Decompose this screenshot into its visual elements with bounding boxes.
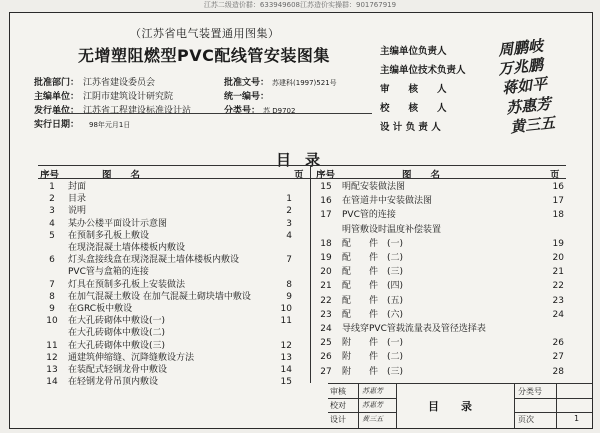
toc-entry-page: 18 — [552, 210, 564, 221]
resp-label-3: 审 核 人 — [380, 84, 447, 95]
toc-entry-name: 配 件 (六) — [342, 309, 404, 320]
toc-entry-name: 在装配式轻钢龙骨中敷设 — [68, 365, 168, 375]
toc-entry-page: 11 — [280, 316, 292, 327]
toc-entry-page: 27 — [552, 352, 564, 363]
toc-entry-name: 在管道井中安装做法图 — [342, 196, 433, 207]
approval-unit: 江苏省建设委员会 — [83, 78, 156, 88]
toc-entry-name: 配 件 (一) — [342, 238, 404, 249]
toc-entry-page: 16 — [552, 182, 564, 192]
toc-entry-page: 19 — [552, 238, 564, 249]
editor-unit-label: 主编单位： — [34, 92, 80, 102]
toc-entry-page: 14 — [280, 365, 292, 375]
responsible-persons — [380, 36, 590, 138]
toc-entry-name: 配 件 (五) — [342, 295, 404, 306]
toc-entry-page: 24 — [552, 309, 564, 320]
toc-entry-page: 21 — [552, 267, 564, 278]
toc-entry-page: 2 — [286, 206, 292, 217]
toc-entry-name: 在大孔砖砌体中敷设(一) — [68, 316, 166, 327]
toc-entry-name: PVC管的连接 — [342, 210, 396, 221]
toc-entry-name: 在大孔砖砌体中敷设(三) — [68, 340, 166, 351]
toc-entry-name: 封面 — [68, 182, 87, 192]
publisher: 江苏省工程建设标准设计站 — [83, 106, 192, 116]
toc-entry-page: 12 — [280, 340, 292, 351]
toc-entry-page: 8 — [286, 279, 292, 290]
toc-entry-name: 在大孔砖砌体中敷设(二) — [68, 328, 166, 339]
toc-entry-number: 12 — [46, 352, 58, 363]
toc-entry-name: 某办公楼平面设计示意图 — [68, 218, 168, 229]
toc-entry-number: 14 — [46, 377, 58, 388]
toc-entry-name: 目录 — [68, 194, 87, 205]
date-label: 实行日期： — [34, 120, 80, 130]
col-no-right: 序号 — [316, 170, 336, 181]
toc-entry-number: 7 — [49, 279, 55, 290]
toc-entry-page: 10 — [280, 304, 292, 314]
toc-entry-number: 4 — [49, 218, 55, 229]
toc-title: 目录 — [276, 151, 335, 169]
approval-unit-label: 批准部门： — [34, 78, 80, 88]
toc-entry-page: 20 — [552, 253, 564, 263]
signature-5: 黄三五 — [509, 113, 556, 137]
toc-entry-name: 在预制多孔板上敷设 — [68, 230, 150, 241]
toc-entry-number: 9 — [49, 304, 55, 314]
unified-no-label: 统一编号： — [224, 92, 270, 102]
toc-entry-page: 9 — [286, 291, 292, 302]
tb-page-value: 1 — [574, 414, 580, 423]
series-title: （江苏省电气装置通用图集） — [130, 27, 280, 40]
signature-2: 万兆鹏 — [497, 55, 544, 79]
signature-4: 苏惠芳 — [505, 94, 552, 118]
toc-entry-number: 6 — [49, 255, 55, 266]
toc-entry-number: 13 — [46, 365, 58, 375]
toc-entry-number: 20 — [320, 267, 332, 278]
toc-entry-page: 7 — [286, 255, 292, 266]
toc-column-divider — [310, 165, 311, 383]
header-divider — [54, 113, 372, 114]
toc-entry-name: 配 件 (二) — [342, 253, 404, 263]
toc-entry-name: 明配安装做法图 — [342, 182, 406, 192]
toc-entry-name: 在GRC板中敷设 — [68, 304, 133, 314]
toc-entry-number: 27 — [320, 366, 332, 377]
toc-entry-name: 附 件 (二) — [342, 352, 404, 363]
watermark-text: 江苏二级造价群：633949608江苏造价实操群：901767919 — [203, 1, 397, 9]
publisher-label: 发行单位： — [34, 106, 80, 116]
toc-entry-page: 4 — [286, 230, 292, 241]
col-page-right: 页 — [550, 170, 560, 181]
resp-label-5: 设 计 负 责 人 — [380, 122, 441, 133]
toc-entry-number: 11 — [46, 340, 58, 351]
tb-label-2: 校对 — [330, 401, 346, 410]
toc-entry-name: 配 件 (三) — [342, 267, 404, 278]
resp-label-4: 校 核 人 — [380, 103, 447, 114]
approval-no-label: 批准文号： — [224, 78, 270, 88]
col-name-right: 图 名 — [402, 170, 441, 181]
tb-sig-2: 苏惠芳 — [362, 401, 383, 409]
toc-entry-number: 3 — [49, 206, 55, 217]
toc-header-rule — [38, 178, 566, 179]
editor-unit: 江阴市建筑设计研究院 — [83, 92, 174, 102]
title-block — [328, 383, 592, 428]
toc-entry-number: 21 — [320, 281, 332, 292]
toc-entry-page: 13 — [280, 352, 292, 363]
toc-entry-number: 18 — [320, 238, 332, 249]
toc-entry-number: 16 — [320, 196, 332, 207]
toc-entry-page: 3 — [286, 218, 292, 229]
signature-1: 周鹏岐 — [497, 36, 544, 60]
toc-entry-number: 19 — [320, 253, 332, 263]
toc-entry-number: 5 — [49, 230, 55, 241]
toc-entry-number: 8 — [49, 291, 55, 302]
toc-entry-number: 24 — [320, 324, 332, 334]
toc-entry-number: 2 — [49, 194, 55, 205]
toc-entry-page: 26 — [552, 338, 564, 349]
col-name-left: 图 名 — [102, 170, 141, 181]
tb-class-label: 分类号 — [518, 387, 542, 396]
toc-entry-number: 1 — [49, 182, 55, 192]
toc-entry-number: 10 — [46, 316, 58, 327]
toc-entry-name: 通建筑伸缩缝、沉降缝敷设方法 — [68, 352, 195, 363]
toc-entry-page: 1 — [286, 194, 292, 205]
toc-entry-number: 22 — [320, 295, 332, 306]
tb-center-title: 目 录 — [428, 400, 472, 413]
toc-entry-name: 说明 — [68, 206, 87, 217]
drawing-sheet — [9, 12, 593, 429]
toc-entry-name: 在加气混凝土敷设 在加气混凝土砌块墙中敷设 — [68, 291, 251, 302]
tb-sig-3: 黄三五 — [362, 415, 383, 423]
tb-sig-1: 苏惠芳 — [362, 387, 383, 395]
resp-label-2: 主编单位技术负责人 — [380, 65, 466, 76]
toc-entry-page: 15 — [280, 377, 292, 388]
toc-entry-number: 15 — [320, 182, 332, 192]
toc-entry-number: 23 — [320, 309, 332, 320]
resp-label-1: 主编单位负责人 — [380, 46, 447, 57]
toc-entry-name: 导线穿PVC管载流量表及管径选择表 — [342, 324, 486, 334]
toc-top-rule — [38, 165, 566, 166]
tb-label-3: 设计 — [330, 415, 346, 424]
class-no: 苏 D9702 — [263, 107, 296, 115]
col-page-left: 页 — [294, 170, 304, 181]
atlas-title: 无增塑阻燃型PVC配线管安装图集 — [78, 46, 330, 65]
approval-no: 苏建科(1997)521号 — [272, 79, 337, 87]
toc-entry-name: 在现浇混凝土墙体楼板内敷设 — [68, 243, 186, 253]
toc-entry-page: 23 — [552, 295, 564, 306]
toc-entry-number: 25 — [320, 338, 332, 349]
toc-entry-name: 灯具在预制多孔板上安装做法 — [68, 279, 186, 290]
col-no-left: 序号 — [40, 170, 60, 181]
toc-entry-name: 灯头盒接线盒在现浇混凝土墙体楼板内敷设 — [68, 255, 240, 266]
toc-entry-name: 配 件 (四) — [342, 281, 404, 292]
toc-entry-name: 明管敷设时温度补偿装置 — [342, 224, 442, 235]
toc-entry-page: 28 — [552, 366, 564, 377]
toc-entry-page: 22 — [552, 281, 564, 292]
signature-3: 蒋如平 — [501, 74, 548, 98]
toc-entry-name: PVC管与盒箱的连接 — [68, 267, 149, 278]
effective-date: 98年元月1日 — [89, 121, 131, 129]
toc-entry-page: 17 — [552, 196, 564, 207]
toc-entry-number: 17 — [320, 210, 332, 221]
toc-entry-name: 附 件 (一) — [342, 338, 404, 349]
toc-entry-name: 在轻钢龙骨吊顶内敷设 — [68, 377, 159, 388]
toc-entry-number: 26 — [320, 352, 332, 363]
tb-page-label: 页次 — [518, 415, 534, 424]
toc-entry-name: 附 件 (三) — [342, 366, 404, 377]
class-no-label: 分类号： — [224, 106, 261, 116]
tb-label-1: 审核 — [330, 387, 346, 396]
